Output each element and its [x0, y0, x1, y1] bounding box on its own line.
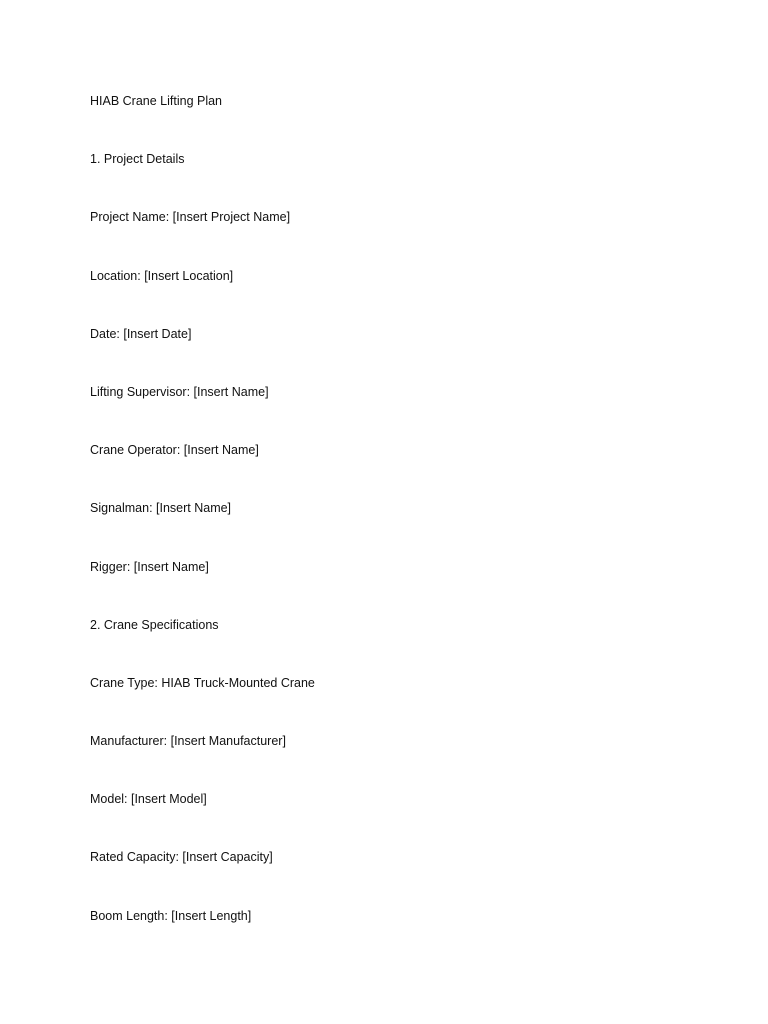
field-signalman: Signalman: [Insert Name] [90, 501, 232, 516]
section-heading-crane-specifications: 2. Crane Specifications [90, 617, 219, 632]
field-project-name: Project Name: [Insert Project Name] [90, 210, 291, 225]
field-location: Location: [Insert Location] [90, 268, 234, 283]
field-model: Model: [Insert Model] [90, 792, 207, 807]
field-lifting-supervisor: Lifting Supervisor: [Insert Name] [90, 384, 269, 399]
field-rated-capacity: Rated Capacity: [Insert Capacity] [90, 850, 273, 865]
document-body [90, 92, 710, 965]
field-manufacturer: Manufacturer: [Insert Manufacturer] [90, 734, 286, 749]
document-title: HIAB Crane Lifting Plan [90, 94, 223, 108]
field-crane-type: Crane Type: HIAB Truck-Mounted Crane [90, 675, 315, 690]
field-rigger: Rigger: [Insert Name] [90, 559, 209, 574]
field-crane-operator: Crane Operator: [Insert Name] [90, 443, 259, 458]
section-heading-project-details: 1. Project Details [90, 152, 185, 167]
field-boom-length: Boom Length: [Insert Length] [90, 908, 252, 923]
field-date: Date: [Insert Date] [90, 326, 192, 341]
